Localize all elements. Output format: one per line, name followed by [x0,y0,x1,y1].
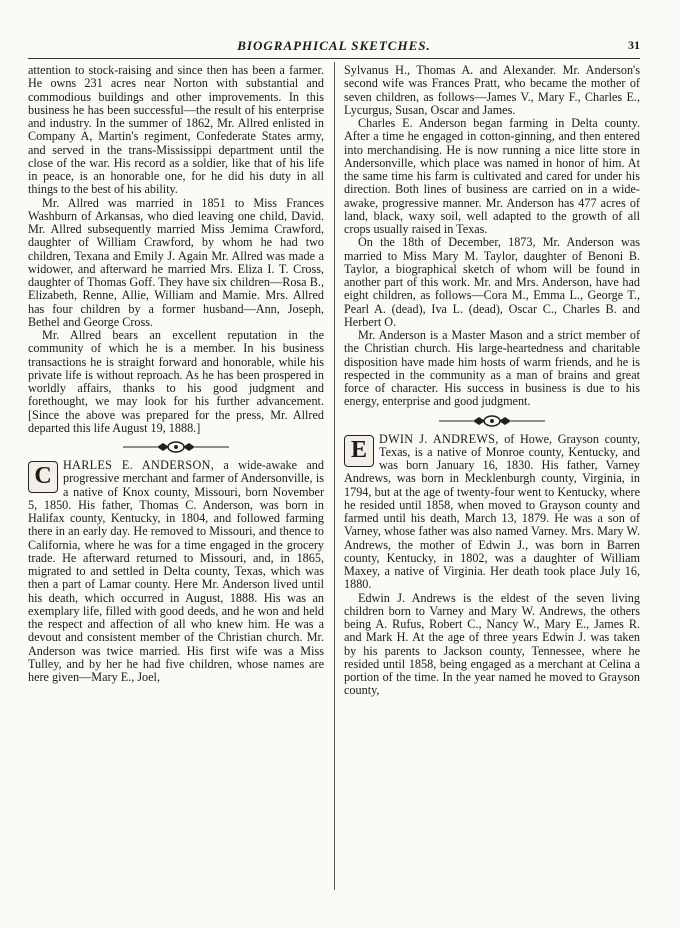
header-rule [28,58,640,59]
section-ornament [344,411,640,431]
entry-name: DWIN J. ANDREWS, [379,431,499,446]
paragraph: Edwin J. Andrews is the eldest of the seven living children born to Varney and Mary W. Andrews, the others being A. Rufus, Robert C., Nancy W., Mary E., James R. and Mark H. At the age of three years Edwin J. was taken by his parents to Jackson county, Tennessee, where he resided until 1858, being engaged as a merchant at Celina a portion of the time. In the year named he moved to Grayson county, [344,590,640,698]
paragraph: Mr. Anderson is a Master Mason and a strict member of the Christian church. His large-heartedness and charitable disposition have made him hosts of warm friends, and he is respected in the community as a man of brains and great force of character. His success in business is due to his energy, enterprise and good judgment. [344,328,640,409]
page-number: 31 [628,38,640,52]
right-column [344,64,640,698]
paragraph: Charles E. Anderson began farming in Delta county. After a time he engaged in cotton-ginning, and then entered into merchandising. He is now running a nice litte store in Andersonville, which place was named in honor of him. At the same time his farm is cultivated and cared for under his direction. Both lines of business are carried on in a wide-awake, progressive manner. Mr. Anderson has 477 acres of land, black, waxy soil, well adapted to the growth of all crops usually raised in Texas. [344,116,640,236]
entry-name: HARLES E. ANDERSON, [63,458,215,472]
paragraph: On the 18th of December, 1873, Mr. Anderson was married to Miss Mary M. Taylor, daughter of Benoni B. Taylor, a biographical sketch of whom will be found in another part of this work. Mr. and Mrs. Anderson, have had eight children, as follows—Cora M., Emma L., George T., Pearl A. (dead), Iva L. (dead), Oscar C., Charles B. and Herbert O. [344,235,640,329]
column-divider [334,62,335,890]
biography-entry-anderson [28,459,324,684]
drop-cap: C [28,461,58,493]
running-head [28,38,640,54]
left-column [28,64,324,684]
paragraph: Mr. Allred was married in 1851 to Miss Frances Washburn of Arkansas, who died leaving one child, David. Mr. Allred subsequently married Miss Jemima Crawford, daughter of William Crawford, by whom he had two children, Texana and Emily J. Again Mr. Allred was made a widower, and afterward he married Mrs. Eliza I. T. Cross, daughter of Thomas Goff. They have six children—Rosa B., Elizabeth, Renne, Allie, William and Mamie. Mrs. Allred has four children by a former husband—Ann, Joseph, Bethel and George Cross. [28,195,324,329]
paragraph: Mr. Allred bears an excellent reputation in the community of which he is a member. In his business transactions he is straight forward and honorable, while his private life is without reproach. As he has been prospered in worldly affairs, thanks to his good judgment and forethought, we may look for his further advancement. [Since the above was prepared for the press, Mr. Allred departed this life August 19, 1888.] [28,328,324,435]
page-title: BIOGRAPHICAL SKETCHES. [237,38,431,53]
paragraph: a wide-awake and progressive merchant and farmer of Andersonville, is a native of Knox county, Missouri, born November 5, 1850. His father, Thomas C. Anderson, was born in Halifax county, Kentucky, in 1804, and followed farming there in an early day. He removed to Missouri, and thence to California, where he was for a time engaged in the grocery trade. He afterward returned to Missouri, and, in 1865, migrated to and settled in Delta county, Texas, which was then a part of Lamar county. Here Mr. Anderson lived until his death, which occurred in August, 1888. His was an exemplary life, filled with good deeds, and he won and held the respect and affection of all who knew him. He was a devout and consistent member of the Christian church. Mr. Anderson was twice married. His first wife was a Miss Tulley, and by her he had five children, whose names are here given—Mary E., Joel, [28,458,324,684]
biography-entry-andrews [344,433,640,698]
paragraph: attention to stock-raising and since then has been a farmer. He owns 231 acres near Norton with substantial and commodious buildings and other improvements. In this business he has been successful—the result of his enterprise and industry. In the summer of 1862, Mr. Allred enlisted in Company A, Martin's regiment, Confederate States army, and served in the trans-Mississippi department until the close of the war. His record as a soldier, like that of his life in peace, is an honorable one, for he did his duty in all things to the best of his ability. [28,63,324,197]
drop-cap: E [344,435,374,467]
paragraph: of Howe, Grayson county, Texas, is a native of Monroe county, Kentucky, and was born January 16, 1830. His father, Varney Andrews, was born in Mecklenburgh county, Virginia, in 1794, but at the age of twenty-four went to Kentucky, where he resided until 1858, when moved to Grayson county and farmed until his death, March 13, 1879. He was a son of Varney, whose father was also named Varney. Mrs. Mary W. Andrews, the mother of Edwin J., was born in Barren county, Kentucky, in 1802, was a daughter of William Maxey, a native of Virginia. Her death took place July 16, 1880. [344,431,641,592]
section-ornament [28,437,324,457]
paragraph: Sylvanus H., Thomas A. and Alexander. Mr. Anderson's second wife was Frances Pratt, who became the mother of seven children, as follows—James V., Mary F., Charles E., Lycurgus, Susan, Oscar and James. [344,63,640,117]
